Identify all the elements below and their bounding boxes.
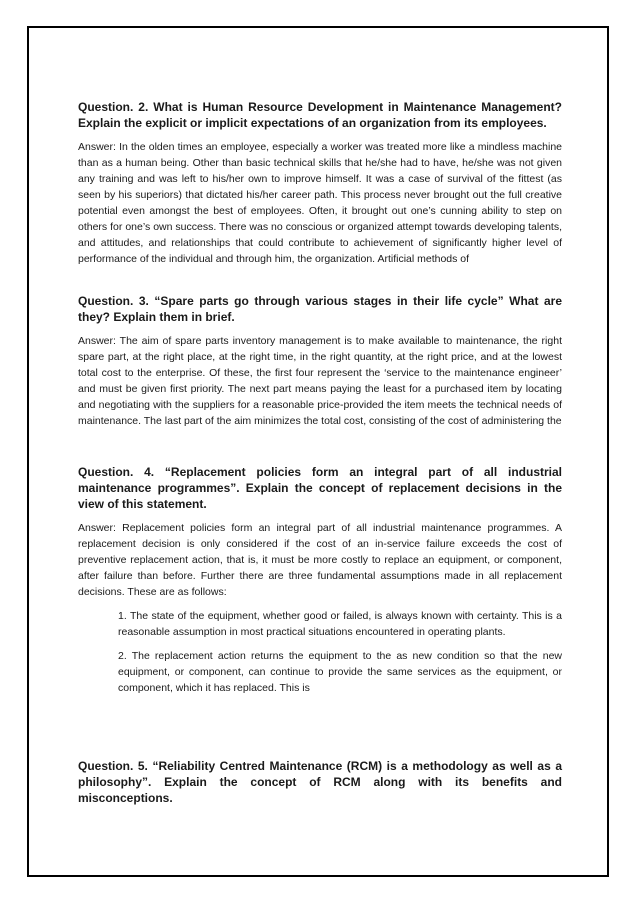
spacer bbox=[78, 429, 562, 464]
question-4-title: Question. 4. “Replacement policies form an integral part of all industrial maintenance programmes”. Explain the concept of replacement decisions in the view of this statement. bbox=[78, 465, 562, 511]
question-4-answer: Answer: Replacement policies form an integral part of all industrial maintenance programmes. A replacement decision is only considered if the cost of an in-service failure exceeds the cost of preventive replacement action, that is, it must be more costly to replace an equipment, or component, after failure than before. Further there are three fundamental assumptions made in all replacement decisions. These are as follows: bbox=[78, 522, 562, 598]
list-item: 2. The replacement action returns the equipment to the as new condition so that the new equipment, or component, can continue to provide the same services as the equipment, or component, which it has replaced. This is bbox=[118, 650, 562, 694]
question-3-title: Question. 3. “Spare parts go through various stages in their life cycle” What are they? Explain them in brief. bbox=[78, 294, 562, 324]
question-5-title: Question. 5. “Reliability Centred Maintenance (RCM) is a methodology as well as a philosophy”. Explain the concept of RCM along with its benefits and misconceptions. bbox=[78, 759, 562, 805]
question-3-answer: Answer: The aim of spare parts inventory management is to make available to maintenance, the right spare part, at the right place, at the right time, in the right quantity, at the right price, and at the lowest total cost to the enterprise. Of these, the first four represent the ‘service to the maintenance engineer’ and must be given first priority. The next part means paying the least for a purchased item by locating and negotiating with the suppliers for a reasonable price-provided the item meets the technical needs of maintenance. The last part of the aim minimizes the total cost, consisting of the cost of administering the bbox=[78, 335, 562, 427]
question-2-answer: Answer: In the olden times an employee, especially a worker was treated more like a mindless machine than as a human being. Other than basic technical skills that he/she had to have, he/she was not given any training and was left to his/her own to improve himself. It was a case of survival of the fittest (as seen by his superiors) that dictated his/her career path. This process never brought out the full creative potential even amongst the best of employees. Often, it brought out one’s cunning ability to step on others for one’s own success. There was no conscious or organized attempt towards developing talents, and attitudes, and relationships that could contribute to achievement of significantly higher level of performance of the individual and through him, the organization. Artificial methods of bbox=[78, 141, 562, 265]
question-2-title: Question. 2. What is Human Resource Development in Maintenance Management? Explain the explicit or implicit expectations of an organization from its employees. bbox=[78, 100, 562, 130]
document-content bbox=[78, 99, 562, 814]
list-item: 1. The state of the equipment, whether good or failed, is always known with certainty. This is a reasonable assumption in most practical situations encountered in operating plants. bbox=[118, 610, 562, 638]
assumptions-list bbox=[118, 608, 562, 696]
spacer bbox=[78, 704, 562, 758]
spacer bbox=[78, 267, 562, 293]
